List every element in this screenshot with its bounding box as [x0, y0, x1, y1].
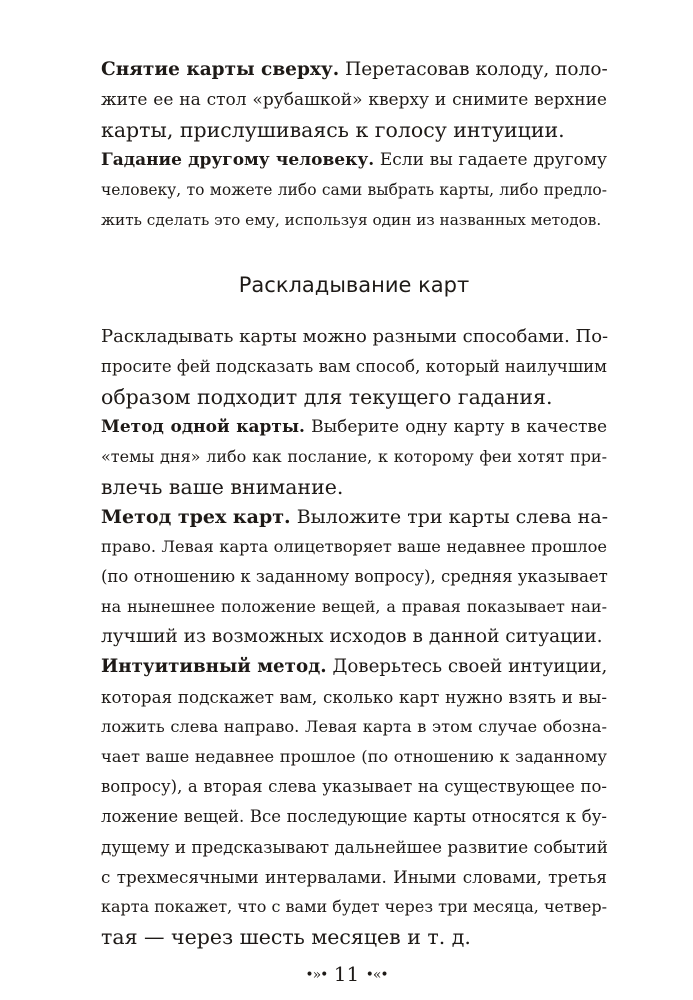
- text-line: [101, 145, 607, 175]
- text-line: просите фей подсказать вам способ, который наилучшим: [101, 357, 607, 376]
- term-label: Снятие карты сверху.: [101, 59, 340, 80]
- text-line: [101, 502, 607, 532]
- text-span: Перетасовав колоду, поло-: [345, 59, 608, 80]
- text-line: ложить слева направо. Левая карта в этом случае обозна-: [101, 717, 607, 736]
- text-span: Выложите три карты слева на-: [296, 506, 609, 528]
- text-line: чает ваше недавнее прошлое (по отношению к заданному: [101, 747, 607, 766]
- text-line: карты, прислушиваясь к голосу интуиции.: [101, 118, 565, 142]
- term-label: Гадание другому человеку.: [101, 150, 375, 170]
- text-line: [101, 652, 607, 682]
- text-line: с трехмесячными интервалами. Иными словами, третья: [101, 867, 607, 887]
- text-span: Выберите одну карту в качестве: [311, 417, 608, 437]
- text-line: вопросу), а вторая слева указывает на существующее по-: [101, 777, 607, 796]
- text-span: Если вы гадаете другому: [379, 150, 607, 170]
- ornament-right-icon: •«•: [365, 967, 388, 983]
- text-line: (по отношению к заданному вопросу), средняя указывает: [101, 567, 608, 586]
- text-line: образом подходит для текущего гадания.: [101, 385, 553, 409]
- text-line: жить сделать это ему, используя один из названных методов.: [101, 211, 602, 229]
- text-line: карта покажет, что с вами будет через три месяца, четвер-: [101, 897, 607, 916]
- text-line: влечь ваше внимание.: [101, 475, 344, 499]
- text-line: дущему и предсказывают дальнейшее развитие событий: [101, 837, 608, 857]
- term-label: Метод трех карт.: [101, 506, 291, 528]
- page-folio: [0, 960, 693, 989]
- page-number: 11: [333, 962, 360, 986]
- text-line: право. Левая карта олицетворяет ваше недавнее прошлое: [101, 537, 607, 556]
- term-label: Интуитивный метод.: [101, 656, 327, 677]
- text-line: жите ее на стол «рубашкой» кверху и снимите верхние: [101, 90, 607, 110]
- text-line: человеку, то можете либо сами выбрать карты, либо предло-: [101, 181, 607, 199]
- text-line: «темы дня» либо как послание, к которому феи хотят при-: [101, 447, 607, 466]
- ornament-left-icon: •»•: [305, 967, 328, 983]
- text-span: Доверьтесь своей интуиции,: [332, 656, 608, 677]
- term-label: Метод одной карты.: [101, 417, 305, 437]
- text-line: Раскладывать карты можно разными способами. По-: [101, 326, 609, 347]
- text-line: которая подскажет вам, сколько карт нужно взять и вы-: [101, 687, 607, 707]
- text-line: [101, 412, 607, 442]
- text-line: на нынешнее положение вещей, а правая показывает наи-: [101, 597, 607, 616]
- text-line: [101, 55, 607, 85]
- text-line: лучший из возможных исходов в данной ситуации.: [101, 626, 603, 647]
- section-heading: Раскладывание карт: [238, 273, 470, 297]
- text-line: ложение вещей. Все последующие карты относятся к бу-: [101, 807, 607, 826]
- text-line: тая — через шесть месяцев и т. д.: [101, 925, 471, 949]
